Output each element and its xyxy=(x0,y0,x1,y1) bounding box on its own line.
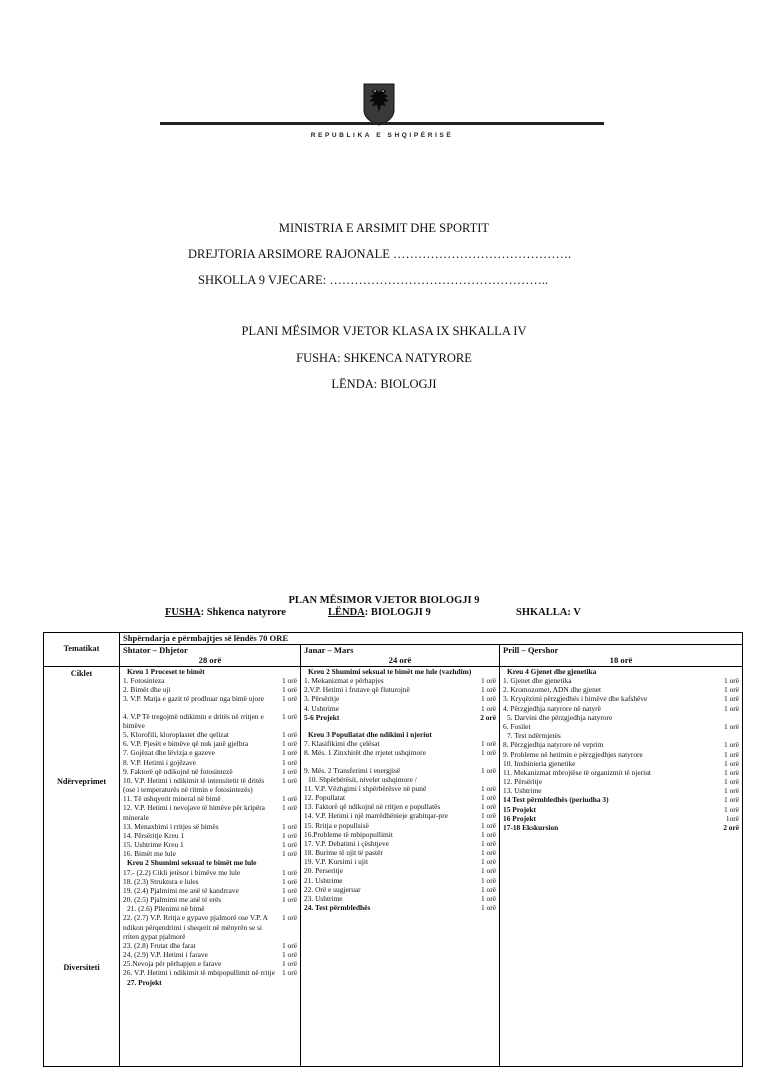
lesson-title: 19. (2.4) Pjalmimi me anë të kandrrave xyxy=(123,885,239,895)
lesson-title: 21. Ushtrime xyxy=(304,875,343,885)
lesson-item xyxy=(123,803,297,821)
period-header: Shtator – Dhjetor 28 orë xyxy=(120,644,301,666)
lesson-title: 8. V.P. Hetimi i gojëzave xyxy=(123,757,197,767)
lesson-item xyxy=(123,941,297,950)
lesson-hours: 1 orë xyxy=(282,821,297,831)
lesson-title: 10. V.P. Hetimi i ndikimit të intensitetit të dritës (ose i temperaturës në ritmin e fotosintezës) xyxy=(123,775,265,795)
chapter-heading xyxy=(123,978,297,987)
lesson-hours: 1orë xyxy=(725,813,740,823)
lesson-item xyxy=(123,776,297,794)
lesson-title: 11. V.P. Vëzhgimi i shpërbërësve në punë xyxy=(304,783,427,793)
lesson-title: 9. Faktorë që ndikojnë në fotosintezë xyxy=(123,766,233,776)
lesson-item xyxy=(503,768,739,777)
lesson-item xyxy=(304,739,496,748)
lesson-item xyxy=(123,968,297,977)
lesson-item xyxy=(503,722,739,731)
lesson-title: 20. (2.5) Pjalmimi me anë të erës xyxy=(123,895,222,905)
lesson-title: 7. Gojëzat dhe lëvizja e gazeve xyxy=(123,748,215,758)
lesson-item xyxy=(123,895,297,904)
lesson-hours: 1 orë xyxy=(481,685,496,695)
lesson-item xyxy=(304,839,496,848)
lesson-title: 1. Mekanizmat e përhapjes xyxy=(304,676,384,686)
lesson-hours: 1 orë xyxy=(481,802,496,812)
side-labels xyxy=(44,666,120,1066)
lesson-item xyxy=(503,731,739,740)
lesson-hours: 1 orë xyxy=(282,685,297,695)
lesson-item xyxy=(304,775,496,784)
subject-title: LËNDA: BIOLOGJI xyxy=(331,377,437,391)
lesson-hours: 1 orë xyxy=(282,794,297,804)
period-1-content xyxy=(120,666,301,1066)
lesson-item xyxy=(304,793,496,802)
lesson-title: 18. (2.3) Struktura e lules xyxy=(123,876,199,886)
lesson-title: 2.V.P. Hetimi i frutave që fluturojnë xyxy=(304,685,410,695)
lesson-title: 7. Klasifikimi dhe çelësat xyxy=(304,739,380,749)
lesson-item xyxy=(304,811,496,820)
lesson-hours: 1 orë xyxy=(282,739,297,749)
lesson-item xyxy=(304,676,496,685)
lesson-hours: 1 orë xyxy=(481,793,496,803)
lesson-title: 11. Mekanizmat mbrojtëse të organizmit të njeriut xyxy=(503,767,651,777)
lesson-item xyxy=(503,676,739,685)
lesson-hours: 1 orë xyxy=(724,804,740,814)
lesson-hours: 1 orë xyxy=(282,959,297,969)
lesson-hours: 1 orë xyxy=(481,811,496,821)
lesson-item xyxy=(123,730,297,739)
lesson-item xyxy=(503,704,739,713)
lesson-item xyxy=(503,750,739,759)
lesson-hours: 1 orë xyxy=(282,711,297,721)
plan-title: PLANI MËSIMOR VJETOR KLASA IX SHKALLA IV xyxy=(241,324,527,338)
lesson-title: 6. V.P. Pjesët e bimëve që nuk janë gjelbra xyxy=(123,739,249,749)
lesson-title: 26. V.P. Hetimi i ndikimit të mbipopullimit në rritje xyxy=(123,968,275,978)
lesson-item xyxy=(304,885,496,894)
lesson-item xyxy=(123,886,297,895)
lesson-hours: 1 orë xyxy=(481,866,496,876)
field-title: FUSHA: SHKENCA NATYRORE xyxy=(296,351,472,365)
lesson-title: 15 Projekt xyxy=(503,804,536,814)
lesson-item xyxy=(123,739,297,748)
chapter-heading xyxy=(304,667,496,676)
lesson-title: 18. Burime të ujit të pastër xyxy=(304,848,383,858)
lesson-item xyxy=(123,877,297,886)
lesson-item xyxy=(123,767,297,776)
lesson-title: 20. Perseritje xyxy=(304,866,343,876)
lesson-title: 16 Projekt xyxy=(503,813,536,823)
chapter-heading xyxy=(123,667,297,676)
lesson-hours: 1 orë xyxy=(282,895,297,905)
lesson-title: 12. Popullatat xyxy=(304,793,346,803)
lesson-title: 22. (2.7) V.P. Rritja e gypave pjalmorë ose V.P. A ndikon përqendrimi i sheqerit në mënyrën se si rriten gypat pjalmorë xyxy=(123,913,268,941)
chapter-heading xyxy=(503,667,739,676)
lesson-hours: 1 orë xyxy=(282,830,297,840)
lesson-title: 24. (2.9) V.P. Hetimi i farave xyxy=(123,950,208,960)
lesson-item xyxy=(123,913,297,941)
lesson-item xyxy=(123,959,297,968)
lesson-item xyxy=(123,840,297,849)
lesson-title: 14. V.P. Hetimi i një marrëdhënieje grabitqar-pre xyxy=(304,811,448,821)
lesson-title: 10. Inxhinieria gjenetike xyxy=(503,758,576,768)
lesson-item xyxy=(304,894,496,903)
lesson-hours: 1 orë xyxy=(282,876,297,886)
lesson-hours: 1 orë xyxy=(282,950,297,960)
lesson-item xyxy=(304,876,496,885)
lesson-title: 16. Bimët me lule xyxy=(123,849,176,859)
side-label-ciklet: Ciklet xyxy=(70,668,93,678)
lesson-title: 3. V.P. Matja e gazit të prodhuar nga bimë ujore xyxy=(123,694,264,704)
chapter-heading xyxy=(304,713,496,722)
lesson-title: 13. Menaxhimi i rritjes së bimës xyxy=(123,821,219,831)
lesson-hours: 1 orë xyxy=(481,748,496,758)
lesson-hours: 1 orë xyxy=(481,884,496,894)
lesson-hours: 1 orë xyxy=(724,685,740,695)
lesson-hours: 1 orë xyxy=(481,820,496,830)
lesson-item xyxy=(123,712,297,730)
lesson-title: Kreu 4 Gjenet dhe gjenetika xyxy=(507,666,597,676)
lesson-title: 8. Mës. 1 Zinxhirët dhe rrjetet ushqimore xyxy=(304,748,426,758)
lesson-title: 2. Bimët dhe uji xyxy=(123,685,171,695)
lesson-title: 4. Përzgjedhja natyrore në natyrë xyxy=(503,703,601,713)
lesson-item xyxy=(304,766,496,775)
lesson-item xyxy=(123,758,297,767)
lesson-title: 27. Projekt xyxy=(127,977,162,987)
lesson-hours: 1 orë xyxy=(481,875,496,885)
lesson-hours: 1 orë xyxy=(724,694,740,704)
lesson-title: 15. Ushtrime Kreu 1 xyxy=(123,840,184,850)
lesson-item xyxy=(304,866,496,875)
lesson-title: 17-18 Ekskursion xyxy=(503,822,559,832)
lesson-title: 21. (2.6) Pllenimi në bimë xyxy=(127,904,205,914)
lesson-item xyxy=(123,676,297,685)
lesson-title: 15. Rritja e popullsisë xyxy=(304,820,369,830)
lesson-item xyxy=(304,685,496,694)
lesson-item xyxy=(503,713,739,722)
lesson-item xyxy=(503,805,739,814)
lesson-item xyxy=(123,822,297,831)
period-header: Prill – Qershor 18 orë xyxy=(500,644,743,666)
lesson-item xyxy=(123,950,297,959)
header-rule xyxy=(160,122,604,125)
period-header: Janar – Mars 24 orë xyxy=(301,644,500,666)
lesson-hours: 1 orë xyxy=(481,903,496,913)
lesson-hours: 1 orë xyxy=(481,893,496,903)
annual-plan-title: PLAN MËSIMOR VJETOR BIOLOGJI 9 xyxy=(288,595,480,606)
lesson-hours: 1 orë xyxy=(282,748,297,758)
lesson-title: Kreu 2 Shumimi seksual te bimët me lule xyxy=(127,858,257,868)
lesson-title: 5. Klorofili, kloroplastet dhe qelizat xyxy=(123,730,229,739)
lesson-hours: 1 orë xyxy=(481,783,496,793)
lesson-item xyxy=(123,694,297,703)
lesson-hours: 1 orë xyxy=(282,757,297,767)
lesson-title: 7. Test ndërmjetës xyxy=(507,731,561,741)
lesson-hours: 1 orë xyxy=(724,740,740,750)
lesson-hours: 1 orë xyxy=(282,766,297,776)
tematikat-header: Tematikat xyxy=(44,633,120,667)
lesson-title: 12. V.P. Hetimi i nevojave të bimëve për kripëra minerale xyxy=(123,803,265,822)
lesson-hours: 2 orë xyxy=(480,712,496,722)
lesson-hours: 1 orë xyxy=(481,838,496,848)
lesson-hours: 1 orë xyxy=(282,676,297,686)
lesson-hours: 1 orë xyxy=(282,730,297,739)
lesson-hours: 1 orë xyxy=(282,775,297,785)
chapter-heading xyxy=(304,730,496,739)
lesson-hours: 1 orë xyxy=(724,722,740,731)
lesson-title: 17.- (2.2) Cikli jetësor i bimëve me lule xyxy=(123,867,241,877)
lesson-title: 13. Faktorë që ndikojnë në rritjen e popullatës xyxy=(304,802,441,812)
lesson-title: 24. Test përmbledhës xyxy=(304,903,371,913)
lesson-title: 17. V.P. Debatimi i çështjeve xyxy=(304,838,389,848)
lesson-item xyxy=(304,857,496,866)
lesson-title: 5-6 Projekt xyxy=(304,712,340,722)
lesson-title: 3. Kryqëzimi përzgjedhës i bimëve dhe kafshëve xyxy=(503,694,648,704)
chapter-heading xyxy=(123,858,297,867)
lesson-item xyxy=(304,704,496,713)
lesson-hours: 1 orë xyxy=(282,940,297,950)
lesson-item xyxy=(503,814,739,823)
lesson-hours: 1 orë xyxy=(724,777,740,787)
lesson-hours: 1 orë xyxy=(481,739,496,749)
chapter-heading xyxy=(503,823,739,832)
annual-plan-table xyxy=(43,632,743,1067)
lesson-hours: 1 orë xyxy=(282,913,297,923)
lesson-title: 2. Kromozomet, ADN dhe gjenet xyxy=(503,685,602,695)
ministry-title: MINISTRIA E ARSIMIT DHE SPORTIT xyxy=(278,221,490,235)
lesson-item xyxy=(123,868,297,877)
lesson-item xyxy=(503,740,739,749)
lesson-item xyxy=(304,802,496,811)
lesson-item xyxy=(123,831,297,840)
lesson-title: 8. Përzgjedhja natyrore në veprim xyxy=(503,740,604,750)
directorate-line: DREJTORIA ARSIMORE RAJONALE ……………………………………. xyxy=(188,247,572,261)
lesson-hours: 1 orë xyxy=(481,703,496,713)
lesson-item xyxy=(503,777,739,786)
lesson-hours: 1 orë xyxy=(282,885,297,895)
lesson-title: 1. Fotosinteza xyxy=(123,676,165,686)
side-label-diversiteti: Diversiteti xyxy=(63,962,100,972)
lesson-hours: 1 orë xyxy=(481,765,496,775)
lesson-title: 4. V.P Të tregojmë ndikimin e dritës në rritjen e bimëve xyxy=(123,711,264,730)
lesson-item xyxy=(503,759,739,768)
side-label-nderveprimet: Ndërveprimet xyxy=(56,776,107,786)
lesson-hours: 1 orë xyxy=(724,767,740,777)
lesson-item xyxy=(304,903,496,912)
spacer xyxy=(304,722,496,730)
lesson-hours: 1 orë xyxy=(724,758,740,768)
lesson-title: 23. (2.8) Frutat dhe farat xyxy=(123,940,196,950)
country-name: REPUBLIKA E SHQIPËRISË xyxy=(310,132,454,139)
lesson-hours: 1 orë xyxy=(724,786,740,796)
period-3-content xyxy=(500,666,743,1066)
lesson-item xyxy=(304,748,496,757)
lesson-hours: 1 orë xyxy=(282,849,297,859)
distribution-header: Shpërndarja e përmbajtjes së lëndës 70 ORE xyxy=(120,633,743,645)
lesson-title: 14 Test përmbledhës (periudha 3) xyxy=(503,795,609,805)
lesson-hours: 1 orë xyxy=(481,857,496,867)
lesson-title: Kreu 1 Proceset te bimët xyxy=(127,666,205,676)
lesson-title: 13. Ushtrime xyxy=(503,786,542,796)
lesson-title: 4. Ushtrime xyxy=(304,703,339,713)
lesson-hours: 1 orë xyxy=(282,803,297,813)
lesson-hours: 1 orë xyxy=(481,676,496,686)
lesson-title: 6. Fosilet xyxy=(503,722,531,731)
lesson-title: 10. Shpërbërësit, nivelet ushqimore / xyxy=(308,774,417,784)
lesson-title: 19. V.P. Kursimi i ujit xyxy=(304,857,368,867)
lesson-title: 25.Nevoja për përhapjen e farave xyxy=(123,959,222,969)
lesson-hours: 1 orë xyxy=(282,867,297,877)
lesson-item xyxy=(503,685,739,694)
lesson-item xyxy=(503,694,739,703)
lesson-title: 14. Përsëritje Kreu 1 xyxy=(123,830,185,840)
lesson-title: 23. Ushtrime xyxy=(304,893,343,903)
lesson-item xyxy=(304,848,496,857)
lesson-hours: 1 orë xyxy=(724,795,740,805)
lesson-title: 11. Të ushqyerit mineral në bimë xyxy=(123,794,221,804)
lesson-item xyxy=(503,786,739,795)
lesson-item xyxy=(304,694,496,703)
lesson-title: 5. Darvini dhe përzgjedhja natyrore xyxy=(507,712,613,722)
lesson-item xyxy=(123,748,297,757)
lesson-item xyxy=(123,849,297,858)
albanian-eagle-emblem-icon xyxy=(362,82,396,126)
lesson-hours: 1 orë xyxy=(282,694,297,704)
fusha-label: FUSHA: Shkenca natyrore xyxy=(165,607,286,618)
lesson-title: 22. Orë e sugjeruar xyxy=(304,884,361,894)
lesson-title: 3. Përsëritje xyxy=(304,694,340,704)
lesson-item xyxy=(123,794,297,803)
lesson-item xyxy=(503,795,739,804)
spacer xyxy=(123,704,297,712)
school-line: SHKOLLA 9 VJECARE: …………………………………………….. xyxy=(198,273,549,287)
lesson-hours: 1 orë xyxy=(724,676,740,686)
lesson-title: 16.Probleme të mbipopullimit xyxy=(304,829,393,839)
spacer xyxy=(304,758,496,766)
shkalla-label: SHKALLA: V xyxy=(516,607,581,618)
period-2-content xyxy=(301,666,500,1066)
lesson-hours: 1 orë xyxy=(724,749,740,759)
lesson-item xyxy=(304,821,496,830)
lesson-hours: 1 orë xyxy=(481,848,496,858)
lesson-title: 12. Përsëritje xyxy=(503,777,542,787)
lesson-hours: 1 orë xyxy=(481,694,496,704)
lesson-title: 9. Probleme në hetimin e përzgjedhjes natyrore xyxy=(503,749,643,759)
lesson-hours: 1 orë xyxy=(282,840,297,850)
lesson-hours: 1 orë xyxy=(282,968,297,978)
lenda-label: LËNDA: BIOLOGJI 9 xyxy=(328,607,431,618)
lesson-item xyxy=(123,904,297,913)
lesson-item xyxy=(304,784,496,793)
lesson-item xyxy=(123,685,297,694)
lesson-title: 1. Gjenet dhe gjenetika xyxy=(503,676,572,686)
lesson-title: Kreu 3 Popullatat dhe ndikimi i njeriut xyxy=(308,730,432,739)
lesson-hours: 1 orë xyxy=(724,703,740,713)
lesson-title: 9. Mës. 2 Transferimi i energjisë xyxy=(304,765,401,775)
lesson-hours: 1 orë xyxy=(481,829,496,839)
lesson-item xyxy=(304,830,496,839)
lesson-hours: 2 orë xyxy=(723,822,740,832)
lesson-title: Kreu 2 Shumimi seksual te bimët me lule (vazhdim) xyxy=(308,666,472,676)
